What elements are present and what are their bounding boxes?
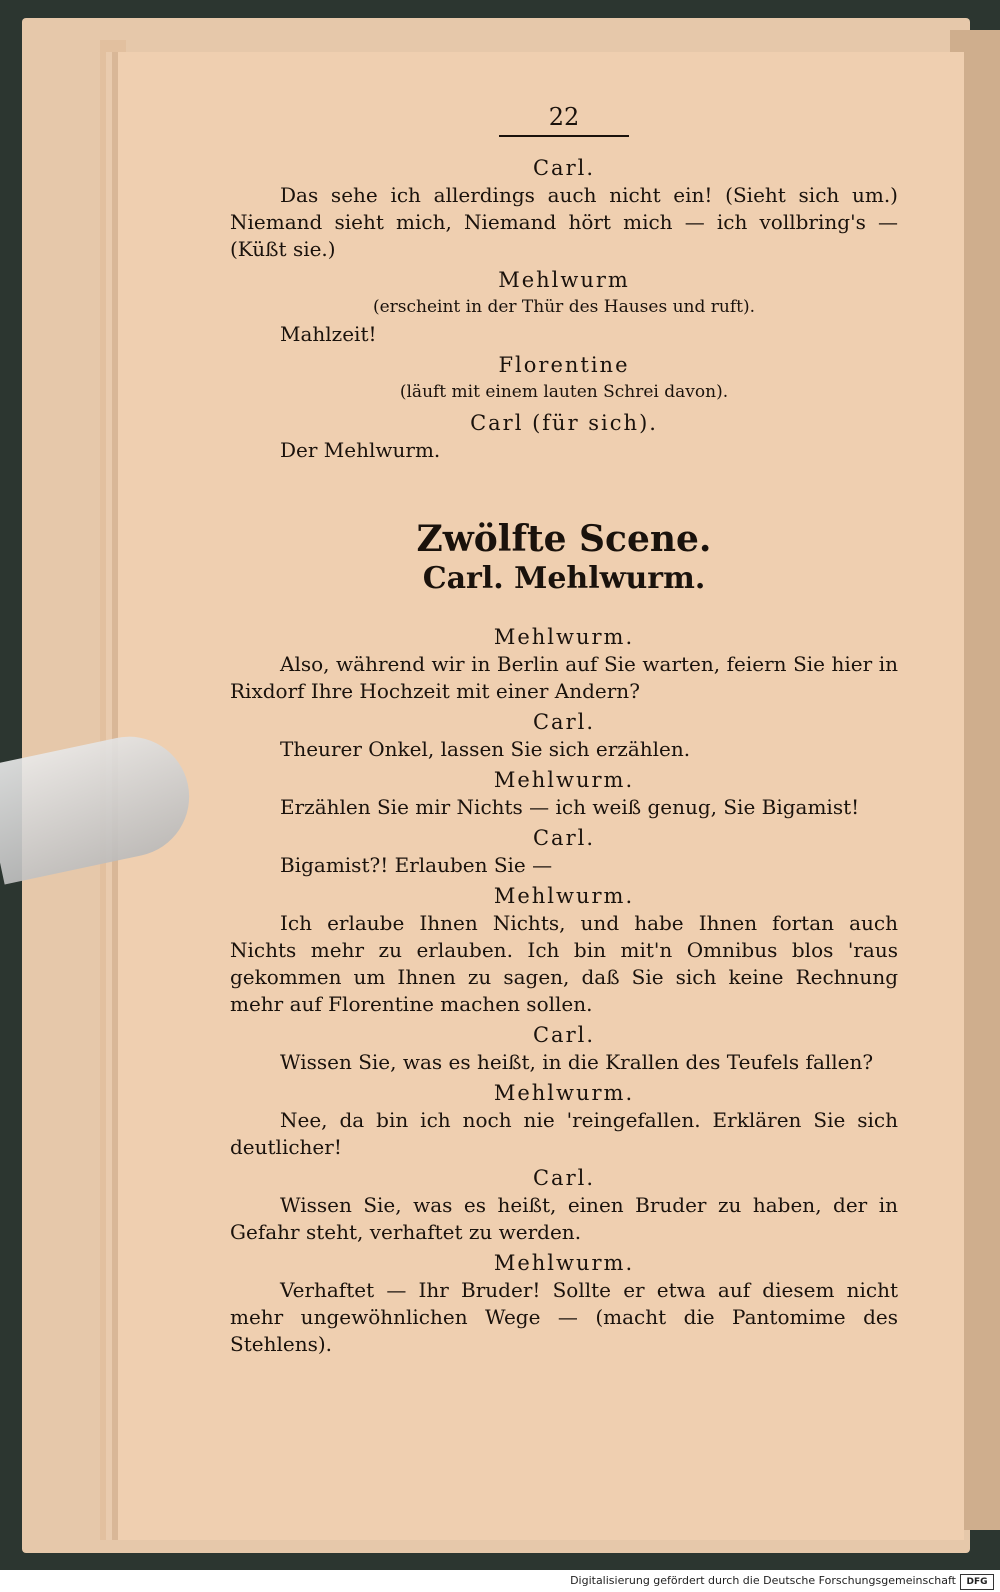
digitization-footer <box>0 1570 1000 1592</box>
dialogue-before-scene <box>230 155 898 464</box>
dialogue-line: Nee, da bin ich noch nie 'reingefallen. Erklären Sie sich deutlicher! <box>230 1108 898 1159</box>
footer-credit: Digitalisierung gefördert durch die Deutsche Forschungsgemeinschaft <box>570 1574 956 1587</box>
page-number: 22 <box>548 103 580 131</box>
dfg-logo: DFG <box>960 1574 994 1590</box>
header-rule <box>499 135 629 137</box>
speaker-name: Mehlwurm. <box>493 884 635 908</box>
speaker-name: Mehlwurm. <box>493 1081 635 1105</box>
dialogue-line: Also, während wir in Berlin auf Sie warten, feiern Sie hier in Rixdorf Ihre Hochzeit mit einer Andern? <box>230 652 898 703</box>
dialogue-line: Wissen Sie, was es heißt, in die Krallen des Teufels fallen? <box>280 1050 874 1074</box>
scene-title: Zwölfte Scene. <box>416 518 712 560</box>
dialogue-scene-twelve <box>230 624 898 1358</box>
dialogue-line: Bigamist?! Erlauben Sie — <box>280 853 553 877</box>
speaker-name: Mehlwurm. <box>493 768 635 792</box>
speaker-name: Carl. <box>532 826 596 850</box>
speaker-name: Mehlwurm <box>498 268 630 292</box>
speaker-name: Mehlwurm. <box>493 625 635 649</box>
dialogue-line: Das sehe ich allerdings auch nicht ein! (Sieht sich um.) Niemand sieht mich, Niemand hört mich — ich vollbring's — (Küßt sie.) <box>230 183 898 261</box>
dialogue-line: Der Mehlwurm. <box>280 438 441 462</box>
speaker-name: Carl. <box>532 1023 596 1047</box>
dialogue-line: Ich erlaube Ihnen Nichts, und habe Ihnen fortan auch Nichts mehr zu erlauben. Ich bin mit'n Omnibus blos 'raus gekommen um Ihnen zu sagen, daß Sie sich keine Rechnung mehr auf Florentine machen sollen. <box>230 911 898 1016</box>
dialogue-line: Mahlzeit! <box>280 322 377 346</box>
stage-direction: (erscheint in der Thür des Hauses und ruft). <box>372 297 756 317</box>
speaker-name: Carl. <box>532 1166 596 1190</box>
stage-direction: (läuft mit einem lauten Schrei davon). <box>399 382 729 402</box>
speaker-name: Carl. <box>532 156 596 180</box>
dialogue-line: Theurer Onkel, lassen Sie sich erzählen. <box>280 737 691 761</box>
dialogue-line: Erzählen Sie mir Nichts — ich weiß genug, Sie Bigamist! <box>280 795 860 819</box>
page-text <box>230 100 898 1358</box>
speaker-name: Carl (für sich). <box>470 411 658 435</box>
speaker-name: Carl. <box>532 710 596 734</box>
speaker-name: Mehlwurm. <box>493 1251 635 1275</box>
speaker-name: Florentine <box>498 353 630 377</box>
dialogue-line: Verhaftet — Ihr Bruder! Sollte er etwa auf diesem nicht mehr ungewöhnlichen Wege — (macht die Pantomime des Stehlens). <box>230 1278 898 1356</box>
dialogue-line: Wissen Sie, was es heißt, einen Bruder zu haben, der in Gefahr steht, verhaftet zu werden. <box>230 1193 898 1244</box>
scene-cast: Carl. Mehlwurm. <box>422 561 706 596</box>
